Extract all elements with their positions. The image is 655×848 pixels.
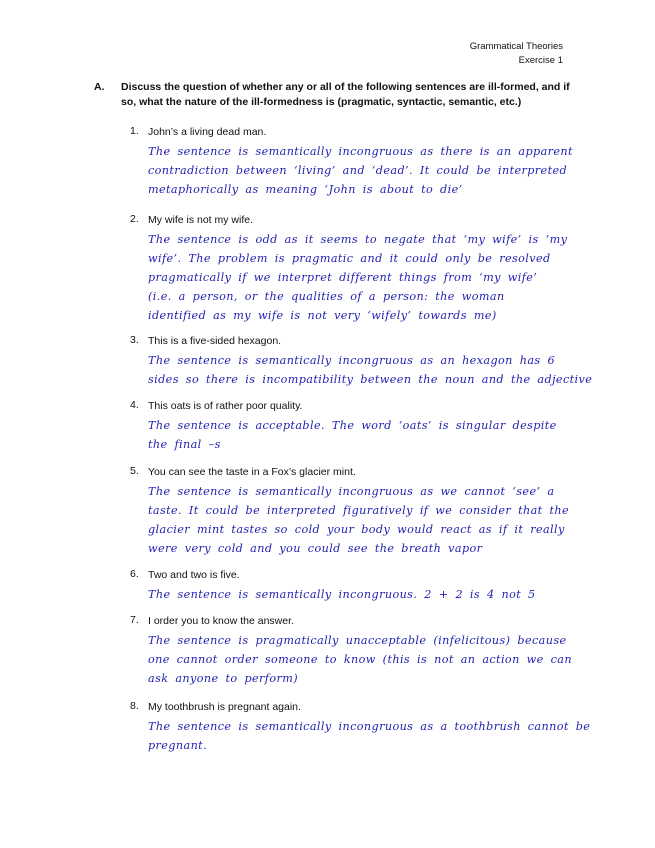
handwritten-answer bbox=[148, 230, 570, 325]
section-letter: A. bbox=[94, 81, 105, 93]
answer-line: The sentence is semantically incongruous as there is an apparent bbox=[148, 145, 573, 158]
item-number: 7. bbox=[130, 614, 139, 626]
answer-line: identified as my wife is not very ‘wifely’ towards me) bbox=[148, 309, 497, 322]
answer-line: were very cold and you could see the breath vapor bbox=[148, 542, 483, 555]
handwritten-answer bbox=[148, 717, 591, 755]
answer-line: The sentence is odd as it seems to negate that ‘my wife’ is ‘my bbox=[148, 233, 568, 246]
answer-line: wife’. The problem is pragmatic and it could only be resolved bbox=[148, 252, 551, 265]
course-title: Grammatical Theories bbox=[469, 41, 563, 52]
answer-line: The sentence is pragmatically unacceptable (infelicitous) because bbox=[148, 634, 567, 647]
handwritten-answer bbox=[148, 585, 570, 604]
handwritten-answer bbox=[148, 631, 570, 688]
answer-line: pragmatically if we interpret different things from ‘my wife’ bbox=[148, 271, 538, 284]
list-item bbox=[130, 334, 593, 389]
section-question: Discuss the question of whether any or all of the following sentences are ill-formed, and if so, what the nature of the ill-formedness is (pragmatic, syntactic, semantic, etc.) bbox=[121, 81, 570, 108]
item-sentence: John’s a living dead man. bbox=[148, 126, 267, 138]
item-sentence: My wife is not my wife. bbox=[148, 214, 254, 226]
list-item bbox=[130, 213, 570, 325]
item-sentence: This is a five-sided hexagon. bbox=[148, 335, 282, 347]
section-a bbox=[94, 80, 574, 110]
answer-line: one cannot order someone to know (this is not an action we can bbox=[148, 653, 572, 666]
answer-line: The sentence is semantically incongruous as we cannot ‘see’ a bbox=[148, 485, 555, 498]
list-item bbox=[130, 614, 570, 688]
item-number: 3. bbox=[130, 334, 139, 346]
list-item bbox=[130, 125, 573, 199]
answer-line: The sentence is acceptable. The word ‘oats’ is singular despite bbox=[148, 419, 557, 432]
answer-line: The sentence is semantically incongruous. 2 + 2 is 4 not 5 bbox=[148, 588, 536, 601]
answer-line: sides so there is incompatibility between the noun and the adjective bbox=[148, 373, 593, 386]
item-number: 1. bbox=[130, 125, 139, 137]
list-item bbox=[130, 568, 570, 604]
item-number: 5. bbox=[130, 465, 139, 477]
page-header bbox=[470, 40, 563, 68]
item-number: 8. bbox=[130, 700, 139, 712]
answer-line: The sentence is semantically incongruous as a toothbrush cannot be bbox=[148, 720, 591, 733]
answer-line: the final –s bbox=[148, 438, 221, 451]
item-sentence: Two and two is five. bbox=[148, 569, 240, 581]
answer-line: taste. It could be interpreted figuratively if we consider that the bbox=[148, 504, 570, 517]
exercise-title: Exercise 1 bbox=[518, 55, 563, 66]
answer-line: The sentence is semantically incongruous as an hexagon has 6 bbox=[148, 354, 556, 367]
item-number: 4. bbox=[130, 399, 139, 411]
item-number: 2. bbox=[130, 213, 139, 225]
answer-line: (i.e. a person, or the qualities of a person: the woman bbox=[148, 290, 505, 303]
answer-line: pregnant. bbox=[148, 739, 208, 752]
list-item bbox=[130, 399, 570, 454]
item-sentence: I order you to know the answer. bbox=[148, 615, 294, 627]
item-sentence: This oats is of rather poor quality. bbox=[148, 400, 303, 412]
item-sentence: My toothbrush is pregnant again. bbox=[148, 701, 301, 713]
handwritten-answer bbox=[148, 142, 573, 199]
answer-line: metaphorically as meaning ‘John is about to die’ bbox=[148, 183, 463, 196]
handwritten-answer bbox=[148, 351, 593, 389]
answer-line: glacier mint tastes so cold your body would react as if it really bbox=[148, 523, 565, 536]
answer-line: contradiction between ‘living’ and ‘dead’. It could be interpreted bbox=[148, 164, 568, 177]
handwritten-answer bbox=[148, 416, 570, 454]
list-item bbox=[130, 465, 570, 558]
handwritten-answer bbox=[148, 482, 570, 558]
item-sentence: You can see the taste in a Fox’s glacier mint. bbox=[148, 466, 356, 478]
item-number: 6. bbox=[130, 568, 139, 580]
answer-line: ask anyone to perform) bbox=[148, 672, 298, 685]
list-item bbox=[130, 700, 591, 755]
